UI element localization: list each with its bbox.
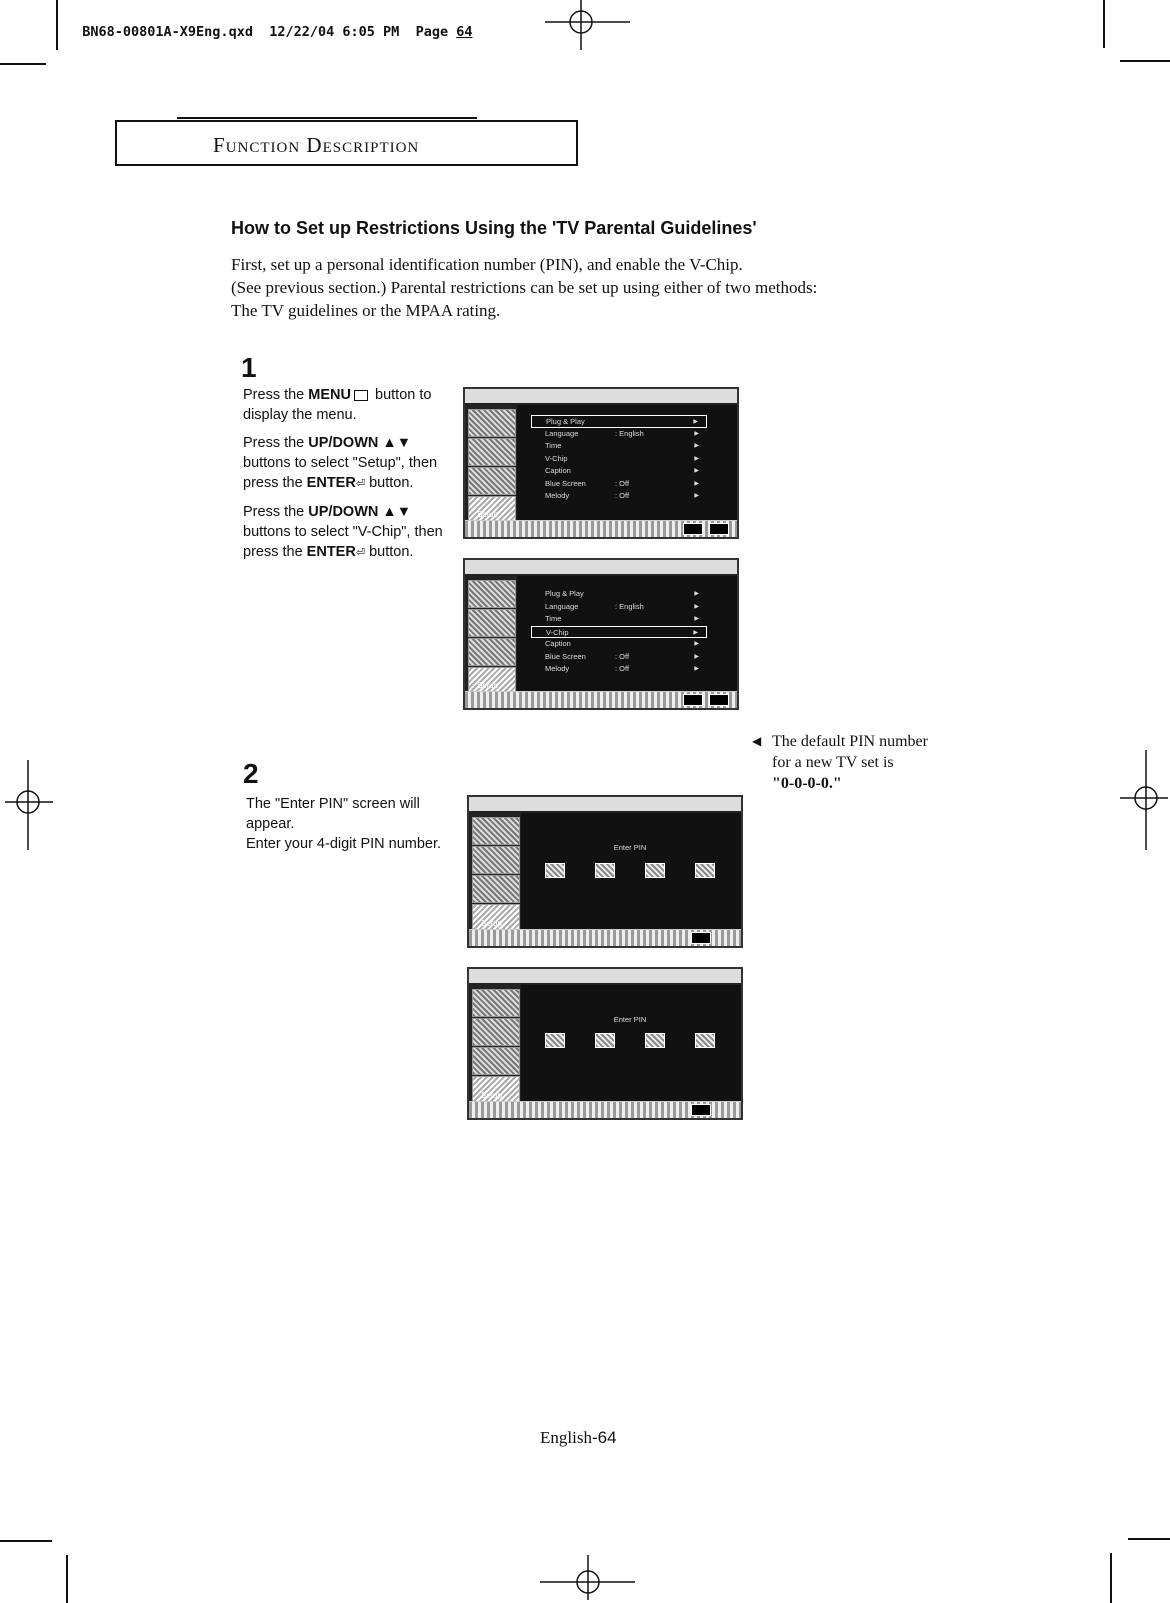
step-1-para: Press the UP/DOWN ▲▼ buttons to select "Setup", then press the ENTER⏎ button.: [243, 435, 438, 491]
tv-menu-item: Caption ▶: [545, 466, 699, 475]
tv-sidebar: [465, 576, 517, 692]
registration-mark-icon: [1120, 750, 1170, 850]
tv-sidebar-label: Setup: [477, 681, 498, 690]
print-date: 12/22/04: [269, 24, 335, 40]
print-file: BN68-00801A-X9Eng.qxd: [82, 24, 253, 40]
step-1-para: Press the MENU button to display the menu.: [243, 387, 432, 423]
crop-mark: [66, 1555, 68, 1603]
step-1-number: 1: [241, 352, 257, 383]
enter-pin-title: Enter PIN: [613, 843, 647, 852]
intro-line: (See previous section.) Parental restrictions can be set up using either of two methods:: [231, 278, 818, 297]
tv-screenshot-setup-menu: [463, 387, 739, 539]
page-heading: How to Set up Restrictions Using the 'TV Parental Guidelines': [231, 218, 757, 238]
registration-mark-icon: [5, 760, 55, 850]
step-2-line: Enter your 4-digit PIN number.: [246, 836, 442, 852]
intro-line: The TV guidelines or the MPAA rating.: [231, 301, 501, 320]
tv-menu-item: Caption ▶: [545, 639, 699, 648]
step-2-number: 2: [243, 758, 259, 789]
print-time: 6:05 PM: [342, 24, 400, 40]
side-note-line: "0-0-0-0.": [772, 775, 842, 792]
tv-menu-item: Blue Screen : Off ▶: [545, 651, 699, 661]
tv-sidebar: [465, 405, 517, 521]
crop-mark: [0, 1540, 52, 1542]
tv-sidebar: [469, 985, 521, 1102]
enter-icon: ⏎: [355, 478, 366, 490]
tv-screenshot-vchip-selected: [463, 558, 739, 710]
tv-menu-item: Language : English ▶: [545, 428, 699, 438]
step-1-text: [243, 385, 443, 571]
print-header: [66, 8, 472, 40]
crop-mark: [56, 0, 58, 50]
crop-mark: [1120, 60, 1170, 62]
tv-sidebar: [469, 813, 521, 930]
tv-menu-item: Melody : Off ▶: [545, 491, 699, 500]
tv-menu-item: Time ▶: [545, 614, 699, 623]
tv-menu-item: Plug & Play ▶: [545, 589, 699, 598]
tv-sidebar-label: Setup: [477, 510, 498, 519]
print-page-number: 64: [456, 24, 473, 40]
print-page-label: Page: [415, 24, 449, 40]
crop-mark: [1103, 0, 1105, 48]
crop-mark: [0, 63, 46, 65]
enter-icon: ⏎: [355, 547, 366, 559]
tv-sidebar-label: Setup: [481, 919, 502, 928]
tv-sidebar-label: Setup: [481, 1091, 502, 1100]
step-2-text: [246, 794, 464, 854]
tv-menu-item: Melody : Off ▶: [545, 664, 699, 673]
crop-mark: [1128, 1538, 1170, 1540]
tv-screenshot-enter-pin: [467, 795, 743, 948]
step-2-line: The "Enter PIN" screen will appear.: [246, 796, 420, 832]
side-note-line: The default PIN number: [772, 733, 928, 750]
crop-mark: [1110, 1553, 1112, 1603]
pin-boxes: [545, 1033, 715, 1048]
registration-mark-icon: [545, 0, 635, 52]
tv-menu-item: V-Chip ▶: [545, 453, 699, 463]
registration-mark-icon: [540, 1550, 640, 1600]
section-title-box: [115, 120, 578, 166]
tv-menu-item: V-Chip ▶: [531, 626, 707, 639]
side-note: [752, 731, 928, 794]
menu-icon: [354, 390, 368, 401]
intro-paragraph: [231, 253, 817, 322]
tv-screenshot-enter-pin: [467, 967, 743, 1120]
side-note-line: for a new TV set is: [772, 754, 894, 771]
enter-pin-title: Enter PIN: [613, 1015, 647, 1024]
step-1-para: Press the UP/DOWN ▲▼ buttons to select "V-Chip", then press the ENTER⏎ button.: [243, 504, 443, 560]
page-footer: [540, 1428, 617, 1448]
tv-menu-item: Language : English ▶: [545, 601, 699, 611]
footer-language: English: [540, 1428, 592, 1447]
intro-line: First, set up a personal identification number (PIN), and enable the V-Chip.: [231, 255, 743, 274]
footer-page-number: -64: [591, 1428, 617, 1447]
pin-boxes: [545, 863, 715, 878]
tv-menu-item: Blue Screen : Off ▶: [545, 478, 699, 488]
tv-menu: [531, 588, 707, 676]
tv-menu-item: Plug & Play ▶: [531, 415, 707, 428]
left-arrow-icon: ◀: [752, 734, 762, 748]
tv-menu-item: Time ▶: [545, 441, 699, 450]
section-title: Function Description: [213, 133, 420, 157]
tv-menu: [531, 415, 707, 503]
